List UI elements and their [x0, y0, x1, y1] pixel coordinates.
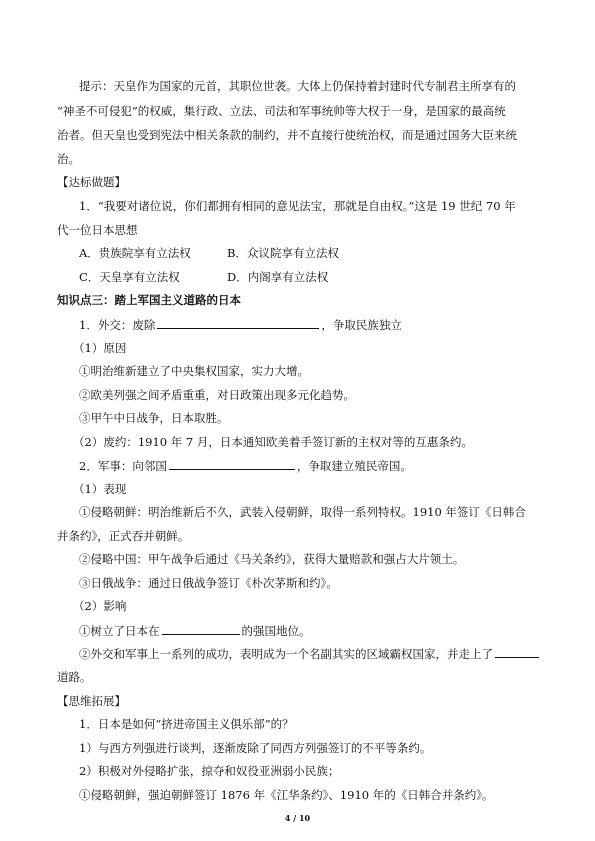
options-row-2 [79, 270, 564, 284]
thinking-question: 1．日本是如何“挤进帝国主义俱乐部”的？ [79, 717, 294, 731]
option-a[interactable]: A．贵族院享有立法权 [79, 246, 191, 260]
thinking-heading: 【思维拓展】 [57, 694, 126, 708]
performance-1-line-2: 并条约》，正式吞并朝鲜。 [57, 529, 190, 543]
diplomacy-line [79, 317, 564, 332]
performance-1-line-1: ①侵略朝鲜：明治维新后不久，武装入侵朝鲜，取得一系列特权。1910 年签订《日韩合 [79, 505, 526, 519]
reason-2: ②欧美列强之间矛盾重重，对日政策出现多元化趋势。 [79, 388, 355, 402]
reason-3: ③甲午中日战争，日本取胜。 [79, 411, 229, 425]
impact-label: （2）影响 [73, 599, 127, 613]
knowledge-point-3-heading: 知识点三：踏上军国主义道路的日本 [57, 293, 241, 307]
question-1-line-2: 代一位日本思想 [57, 223, 138, 237]
thinking-answer-2: 2）积极对外侵略扩张，掠夺和奴役亚洲弱小民族； [79, 764, 340, 778]
reason-label: （1）原因 [73, 341, 127, 355]
impact-1-suffix: 的强国地位。 [241, 624, 311, 638]
diplomacy-suffix: ，争取民族独立 [321, 318, 402, 332]
thinking-answer-3: ①侵略朝鲜，强迫朝鲜签订 1876 年《江华条约》、1910 年的《日韩合并条约》。 [79, 788, 494, 802]
question-1-line-1: 1．“我要对诸位说，你们都拥有相同的意见法宝，那就是自由权。”这是 19 世纪 70 年 [79, 199, 516, 213]
thinking-answer-1: 1）与西方列强进行谈判，逐渐废除了同西方列强签订的不平等条约。 [79, 741, 432, 755]
reason-1: ①明治维新建立了中央集权国家，实力大增。 [79, 364, 309, 378]
diplomacy-label: 1．外交：废除 [79, 318, 156, 332]
impact-2-text: ②外交和军事上一系列的成功，表明成为一个名副其实的区域霸权国家，并走上了 [79, 647, 493, 661]
military-label: 2．军事：向邻国 [79, 459, 167, 473]
treaty-abolish: （2）废约：1910 年 7 月，日本通知欧美着手签订新的主权对等的互惠条约。 [73, 435, 473, 449]
impact-2-line-2: 道路。 [57, 670, 92, 684]
impact-1 [79, 623, 564, 638]
impact-2-blank[interactable] [495, 646, 539, 658]
diplomacy-blank[interactable] [157, 317, 319, 329]
military-blank[interactable] [169, 458, 295, 470]
option-b[interactable]: B．众议院享有立法权 [227, 246, 339, 260]
performance-2: ②侵略中国：甲午战争后通过《马关条约》，获得大量赔款和强占大片领土。 [79, 552, 465, 566]
hint-line-3: 治者。但天皇也受到宪法中相关条款的制约，并不直接行使统治权，而是通过国务大臣来统 [57, 128, 517, 142]
options-row-1 [79, 246, 564, 260]
hint-line-2: “神圣不可侵犯”的权威，集行政、立法、司法和军事统帅等大权于一身，是国家的最高统 [57, 104, 506, 118]
military-suffix: ，争取建立殖民帝国。 [296, 459, 412, 473]
option-c[interactable]: C．天皇享有立法权 [79, 270, 180, 284]
performance-3: ③日俄战争：通过日俄战争签订《朴次茅斯和约》。 [79, 576, 338, 590]
option-d[interactable]: D．内阁享有立法权 [227, 270, 329, 284]
exercise-heading: 【达标做题】 [57, 175, 126, 189]
performance-label: （1）表现 [73, 482, 127, 496]
impact-2-line-1 [79, 646, 564, 661]
impact-1-blank[interactable] [162, 623, 240, 635]
hint-line-1: 提示：天皇作为国家的元首，其职位世袭。大体上仍保持着封建时代专制君主所享有的 [79, 79, 516, 93]
page-number: 4 / 10 [284, 813, 311, 823]
military-line [79, 458, 564, 473]
hint-line-4: 治。 [57, 152, 80, 166]
impact-1-prefix: ①树立了日本在 [79, 624, 160, 638]
